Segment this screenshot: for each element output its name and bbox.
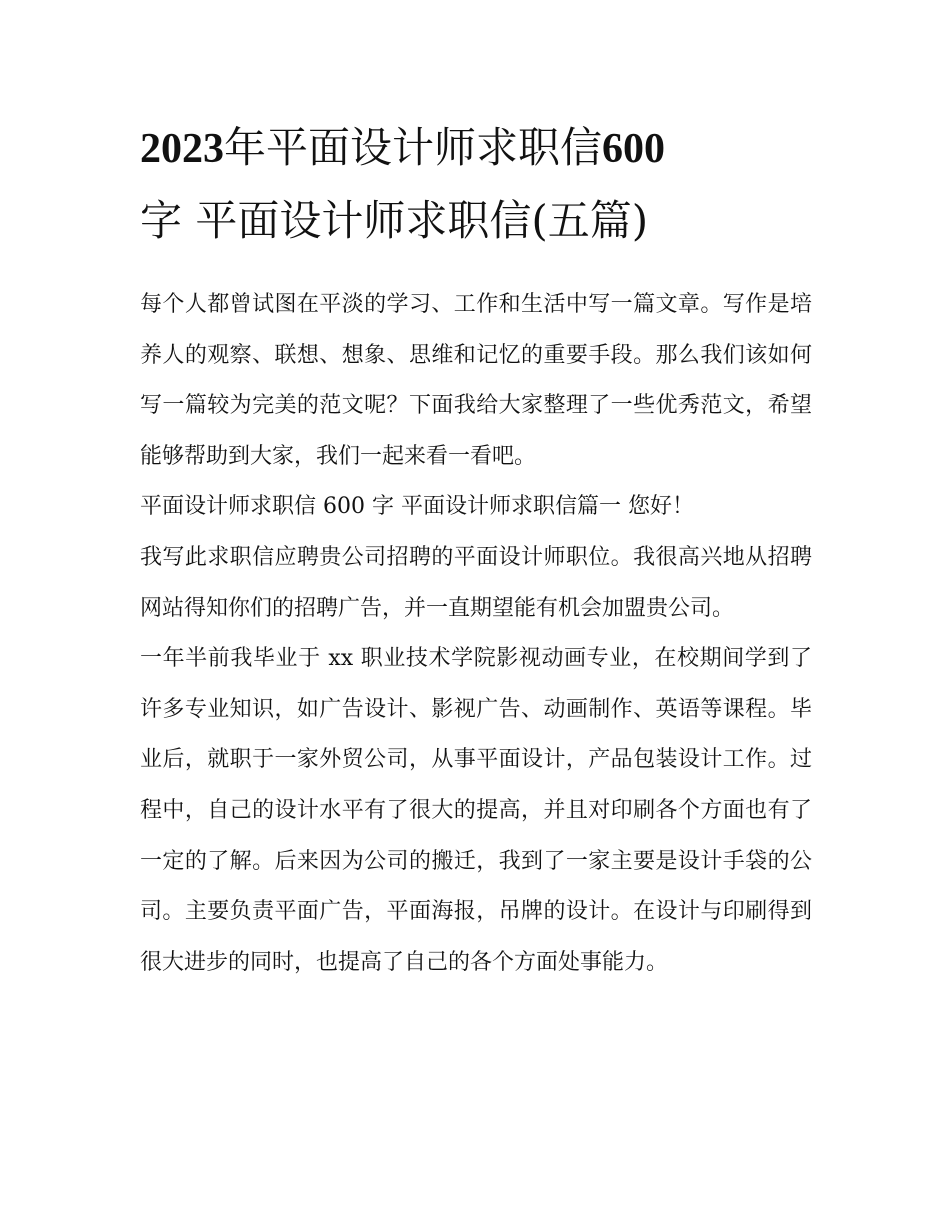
- document-body: [140, 280, 812, 988]
- title-count: 600: [602, 126, 666, 172]
- document-title: [140, 112, 820, 257]
- title-year: 2023: [140, 126, 224, 172]
- paragraph-intro: 每个人都曾试图在平淡的学习、工作和生活中写一篇文章。写作是培养人的观察、联想、想象、思维和记忆的重要手段。那么我们该如何写一篇较为完美的范文呢？下面我给大家整理了一些优秀范文，希望能够帮助到大家，我们一起来看一看吧。: [140, 292, 812, 469]
- paragraph-application: 我写此求职信应聘贵公司招聘的平面设计师职位。我很高兴地从招聘网站得知你们的招聘广告，并一直期望能有机会加盟贵公司。: [140, 544, 812, 621]
- title-text-2: 字 平面设计师求职信(五篇): [140, 196, 649, 245]
- title-text-1: 年平面设计师求职信: [224, 123, 603, 172]
- paragraph-heading: 平面设计师求职信 600 字 平面设计师求职信篇一 您好！: [140, 494, 694, 520]
- paragraph-experience: 一年半前我毕业于 xx 职业技术学院影视动画专业，在校期间学到了许多专业知识，如广告设计、影视广告、动画制作、英语等课程。毕业后，就职于一家外贸公司，从事平面设计，产品包装设计工作。过程中，自己的设计水平有了很大的提高，并且对印刷各个方面也有了一定的了解。后来因为公司的搬迁，我到了一家主要是设计手袋的公司。主要负责平面广告，平面海报，吊牌的设计。在设计与印刷得到很大进步的同时，也提高了自己的各个方面处事能力。: [140, 646, 812, 975]
